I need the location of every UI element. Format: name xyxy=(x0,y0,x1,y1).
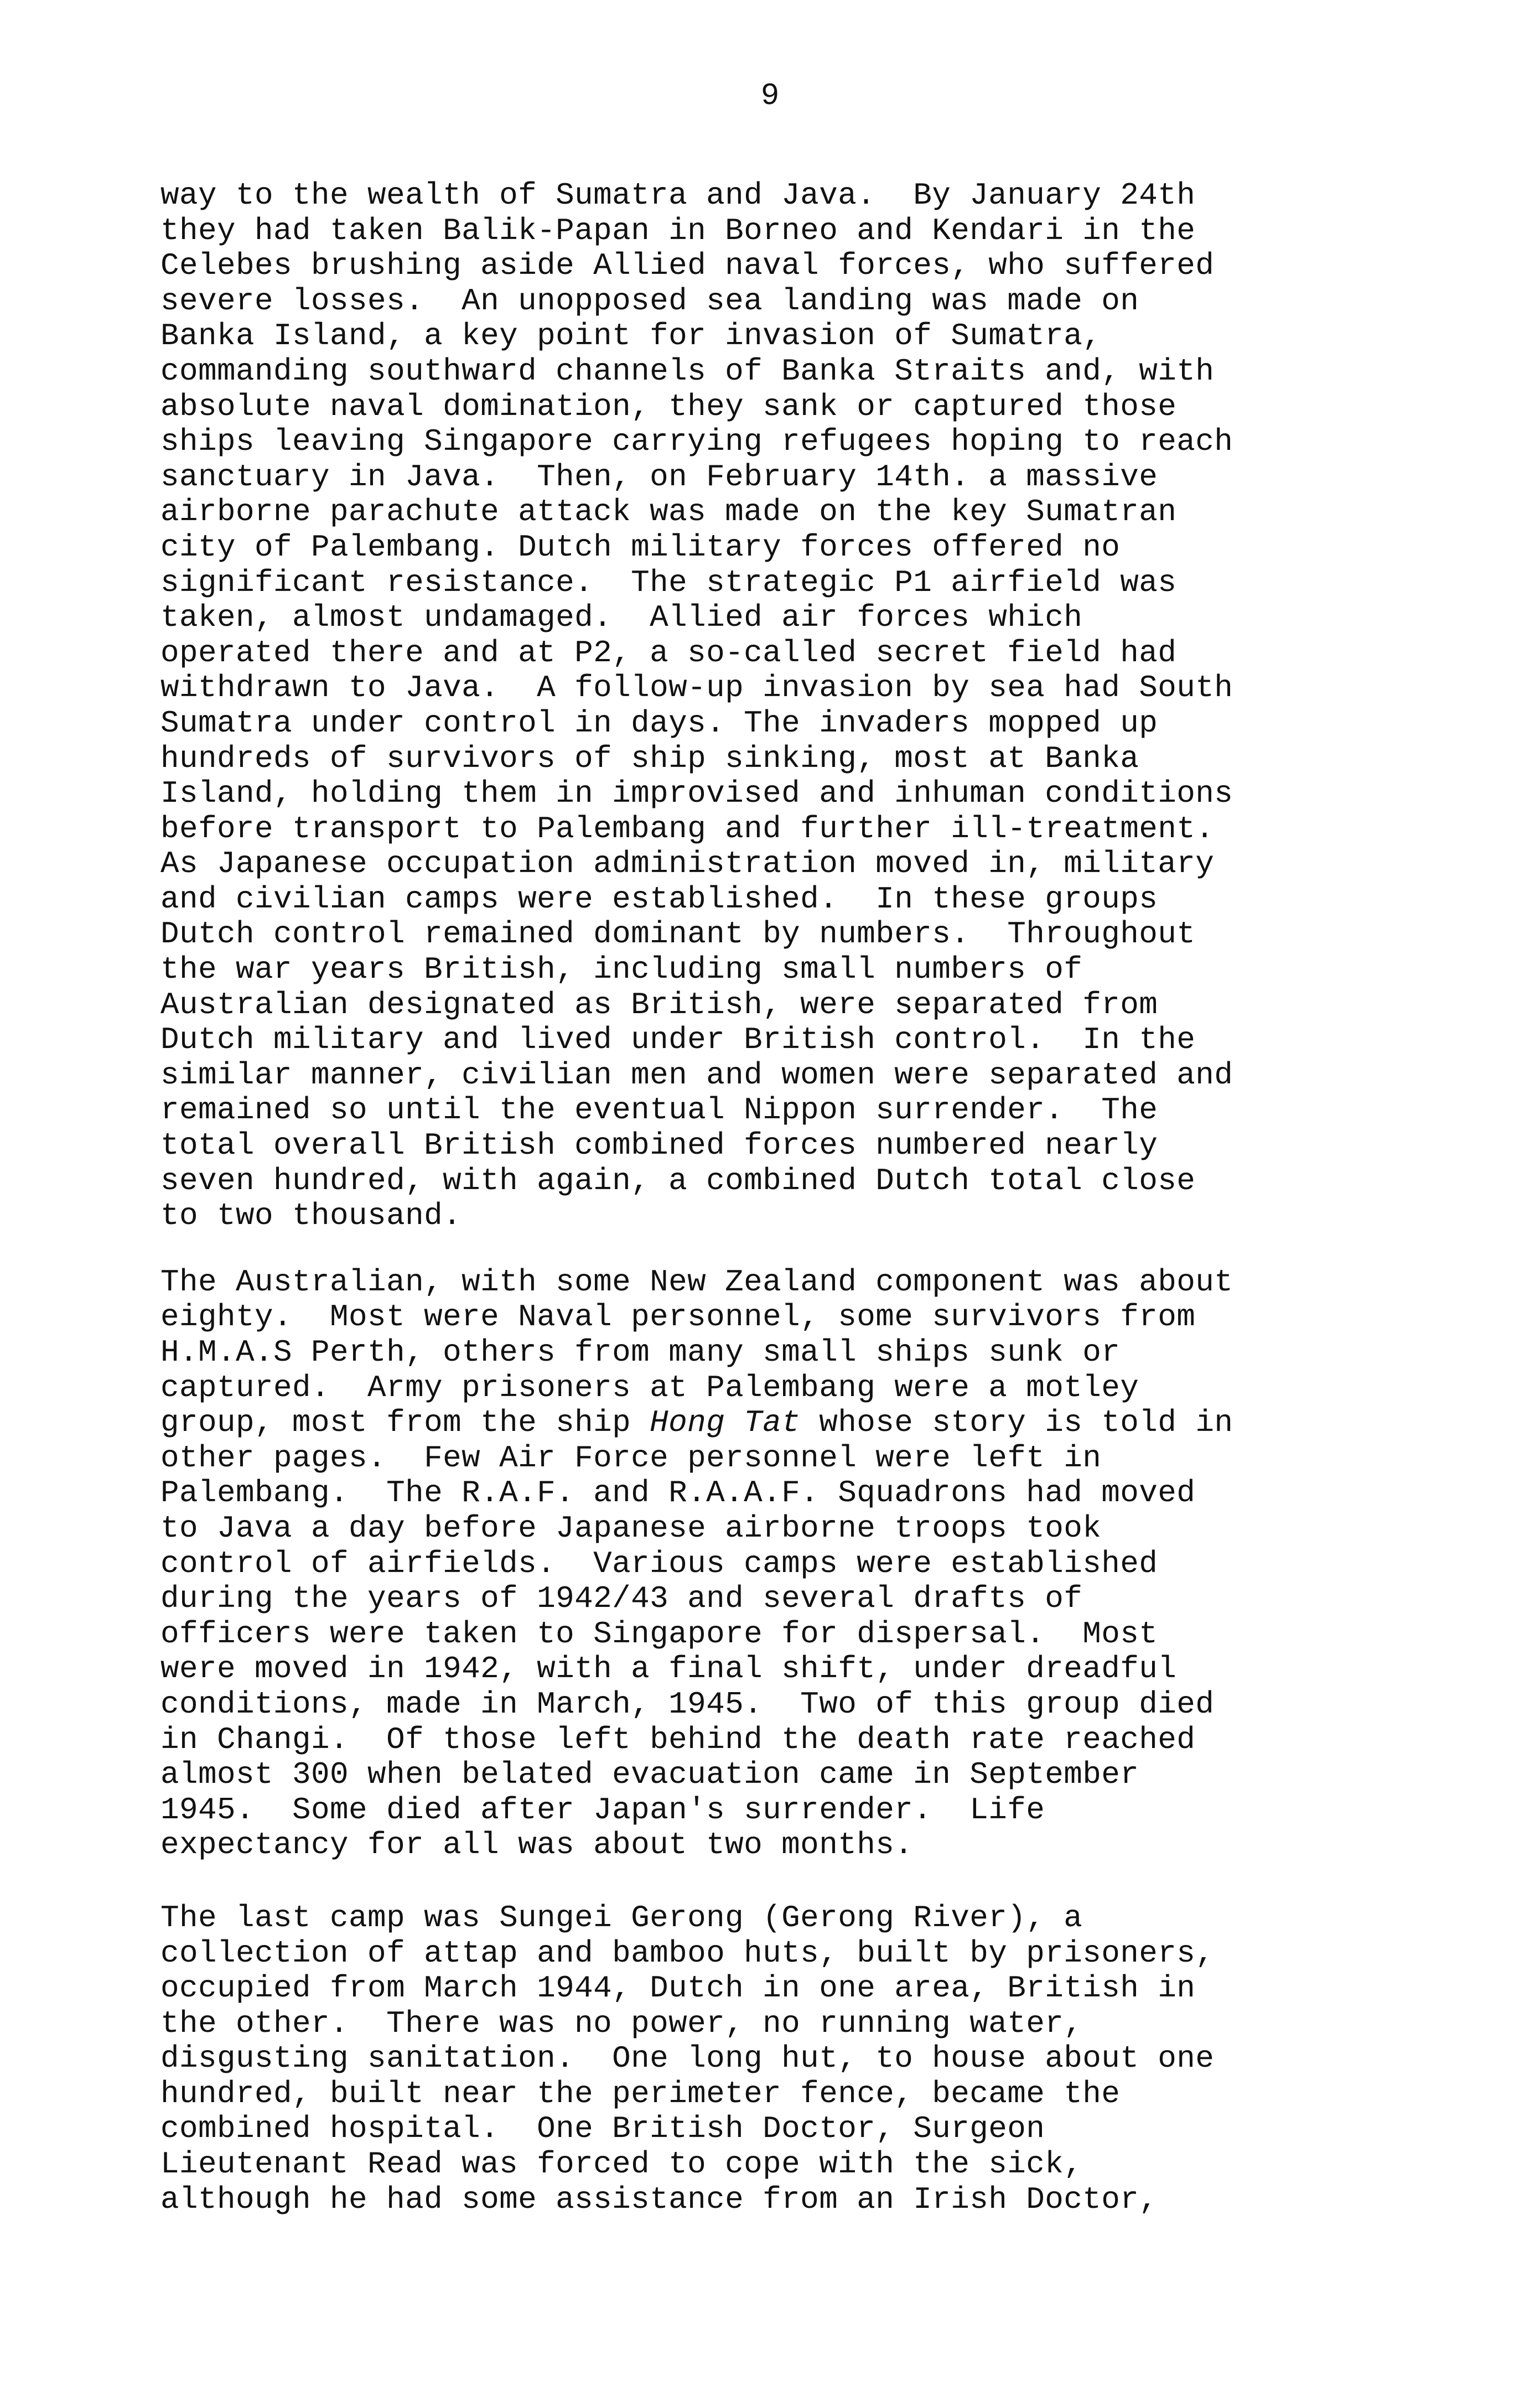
text-line: absolute naval domination, they sank or captured those xyxy=(160,388,1177,424)
text-line: collection of attap and bamboo huts, built by prisoners, xyxy=(160,1935,1215,1971)
paragraph-1 xyxy=(160,178,1389,1234)
ship-name-italic: Hong Tat xyxy=(650,1405,801,1441)
text-line: severe losses. An unopposed sea landing was made on xyxy=(160,283,1139,319)
text-line: control of airfields. Various camps were established xyxy=(160,1545,1158,1581)
line-text-after-italic: whose story is told in xyxy=(800,1405,1233,1441)
text-line: before transport to Palembang and further ill-treatment. xyxy=(160,811,1215,847)
text-line: total overall British combined forces numbered nearly xyxy=(160,1128,1158,1164)
text-line: in Changi. Of those left behind the death rate reached xyxy=(160,1721,1196,1757)
text-line: seven hundred, with again, a combined Dutch total close xyxy=(160,1163,1196,1199)
text-line: Australian designated as British, were separated from xyxy=(160,987,1158,1023)
text-line: The last camp was Sungei Gerong (Gerong River), a xyxy=(160,1900,1083,1936)
text-line: and civilian camps were established. In these groups xyxy=(160,881,1158,917)
text-line: hundreds of survivors of ship sinking, most at Banka xyxy=(160,740,1139,776)
text-line: withdrawn to Java. A follow-up invasion by sea had South xyxy=(160,670,1233,706)
text-line: sanctuary in Java. Then, on February 14th. a massive xyxy=(160,459,1158,495)
text-line: Island, holding them in improvised and inhuman conditions xyxy=(160,776,1233,812)
text-line: As Japanese occupation administration moved in, military xyxy=(160,846,1215,882)
text-line: other pages. Few Air Force personnel were left in xyxy=(160,1440,1102,1476)
body-text xyxy=(160,178,1389,2217)
text-line: were moved in 1942, with a final shift, under dreadful xyxy=(160,1651,1177,1687)
text-line: significant resistance. The strategic P1 airfield was xyxy=(160,564,1177,600)
text-line: during the years of 1942/43 and several drafts of xyxy=(160,1581,1083,1617)
text-line: they had taken Balik-Papan in Borneo and Kendari in the xyxy=(160,212,1196,248)
text-line: city of Palembang. Dutch military forces offered no xyxy=(160,529,1121,565)
text-line: similar manner, civilian men and women were separated and xyxy=(160,1057,1233,1093)
text-line: to Java a day before Japanese airborne troops took xyxy=(160,1510,1102,1546)
text-line: hundred, built near the perimeter fence, became the xyxy=(160,2076,1121,2112)
text-line: disgusting sanitation. One long hut, to house about one xyxy=(160,2041,1215,2077)
text-line-with-italic xyxy=(160,1405,1389,1441)
text-line: captured. Army prisoners at Palembang were a motley xyxy=(160,1370,1139,1405)
text-line: to two thousand. xyxy=(160,1198,462,1234)
text-line: Celebes brushing aside Allied naval forces, who suffered xyxy=(160,248,1215,284)
paragraph-3 xyxy=(160,1901,1389,2217)
paragraph-2 xyxy=(160,1265,1389,1863)
text-line: expectancy for all was about two months. xyxy=(160,1827,914,1863)
text-line: Sumatra under control in days. The invaders mopped up xyxy=(160,705,1158,741)
text-line: Lieutenant Read was forced to cope with the sick, xyxy=(160,2146,1083,2182)
text-line: 1945. Some died after Japan's surrender. Life xyxy=(160,1792,1045,1828)
text-line: the war years British, including small numbers of xyxy=(160,952,1083,988)
text-line: commanding southward channels of Banka Straits and, with xyxy=(160,353,1215,389)
text-line: although he had some assistance from an Irish Doctor, xyxy=(160,2181,1158,2217)
text-line: ships leaving Singapore carrying refugees hoping to reach xyxy=(160,424,1233,460)
line-text-before-italic: group, most from the ship xyxy=(160,1405,650,1441)
text-line: H.M.A.S Perth, others from many small ships sunk or xyxy=(160,1335,1121,1370)
text-line: way to the wealth of Sumatra and Java. By January 24th xyxy=(160,178,1196,213)
text-line: eighty. Most were Naval personnel, some survivors from xyxy=(160,1299,1196,1335)
text-line: Banka Island, a key point for invasion of Sumatra, xyxy=(160,318,1102,354)
page-number: 9 xyxy=(760,78,780,113)
text-line: airborne parachute attack was made on the key Sumatran xyxy=(160,494,1177,530)
text-line: combined hospital. One British Doctor, Surgeon xyxy=(160,2111,1045,2147)
text-line: occupied from March 1944, Dutch in one area, British in xyxy=(160,1970,1196,2006)
text-line: almost 300 when belated evacuation came in September xyxy=(160,1757,1139,1793)
text-line: Dutch military and lived under British control. In the xyxy=(160,1022,1196,1058)
text-line: conditions, made in March, 1945. Two of this group died xyxy=(160,1686,1215,1722)
text-line: operated there and at P2, a so-called secret field had xyxy=(160,635,1177,671)
text-line: Dutch control remained dominant by numbers. Throughout xyxy=(160,916,1196,952)
text-line: The Australian, with some New Zealand component was about xyxy=(160,1264,1233,1300)
text-line: the other. There was no power, no running water, xyxy=(160,2005,1083,2041)
text-line: taken, almost undamaged. Allied air forces which xyxy=(160,600,1083,636)
text-line: officers were taken to Singapore for dispersal. Most xyxy=(160,1616,1158,1652)
text-line: Palembang. The R.A.F. and R.A.A.F. Squadrons had moved xyxy=(160,1475,1196,1511)
text-line: remained so until the eventual Nippon surrender. The xyxy=(160,1092,1158,1128)
